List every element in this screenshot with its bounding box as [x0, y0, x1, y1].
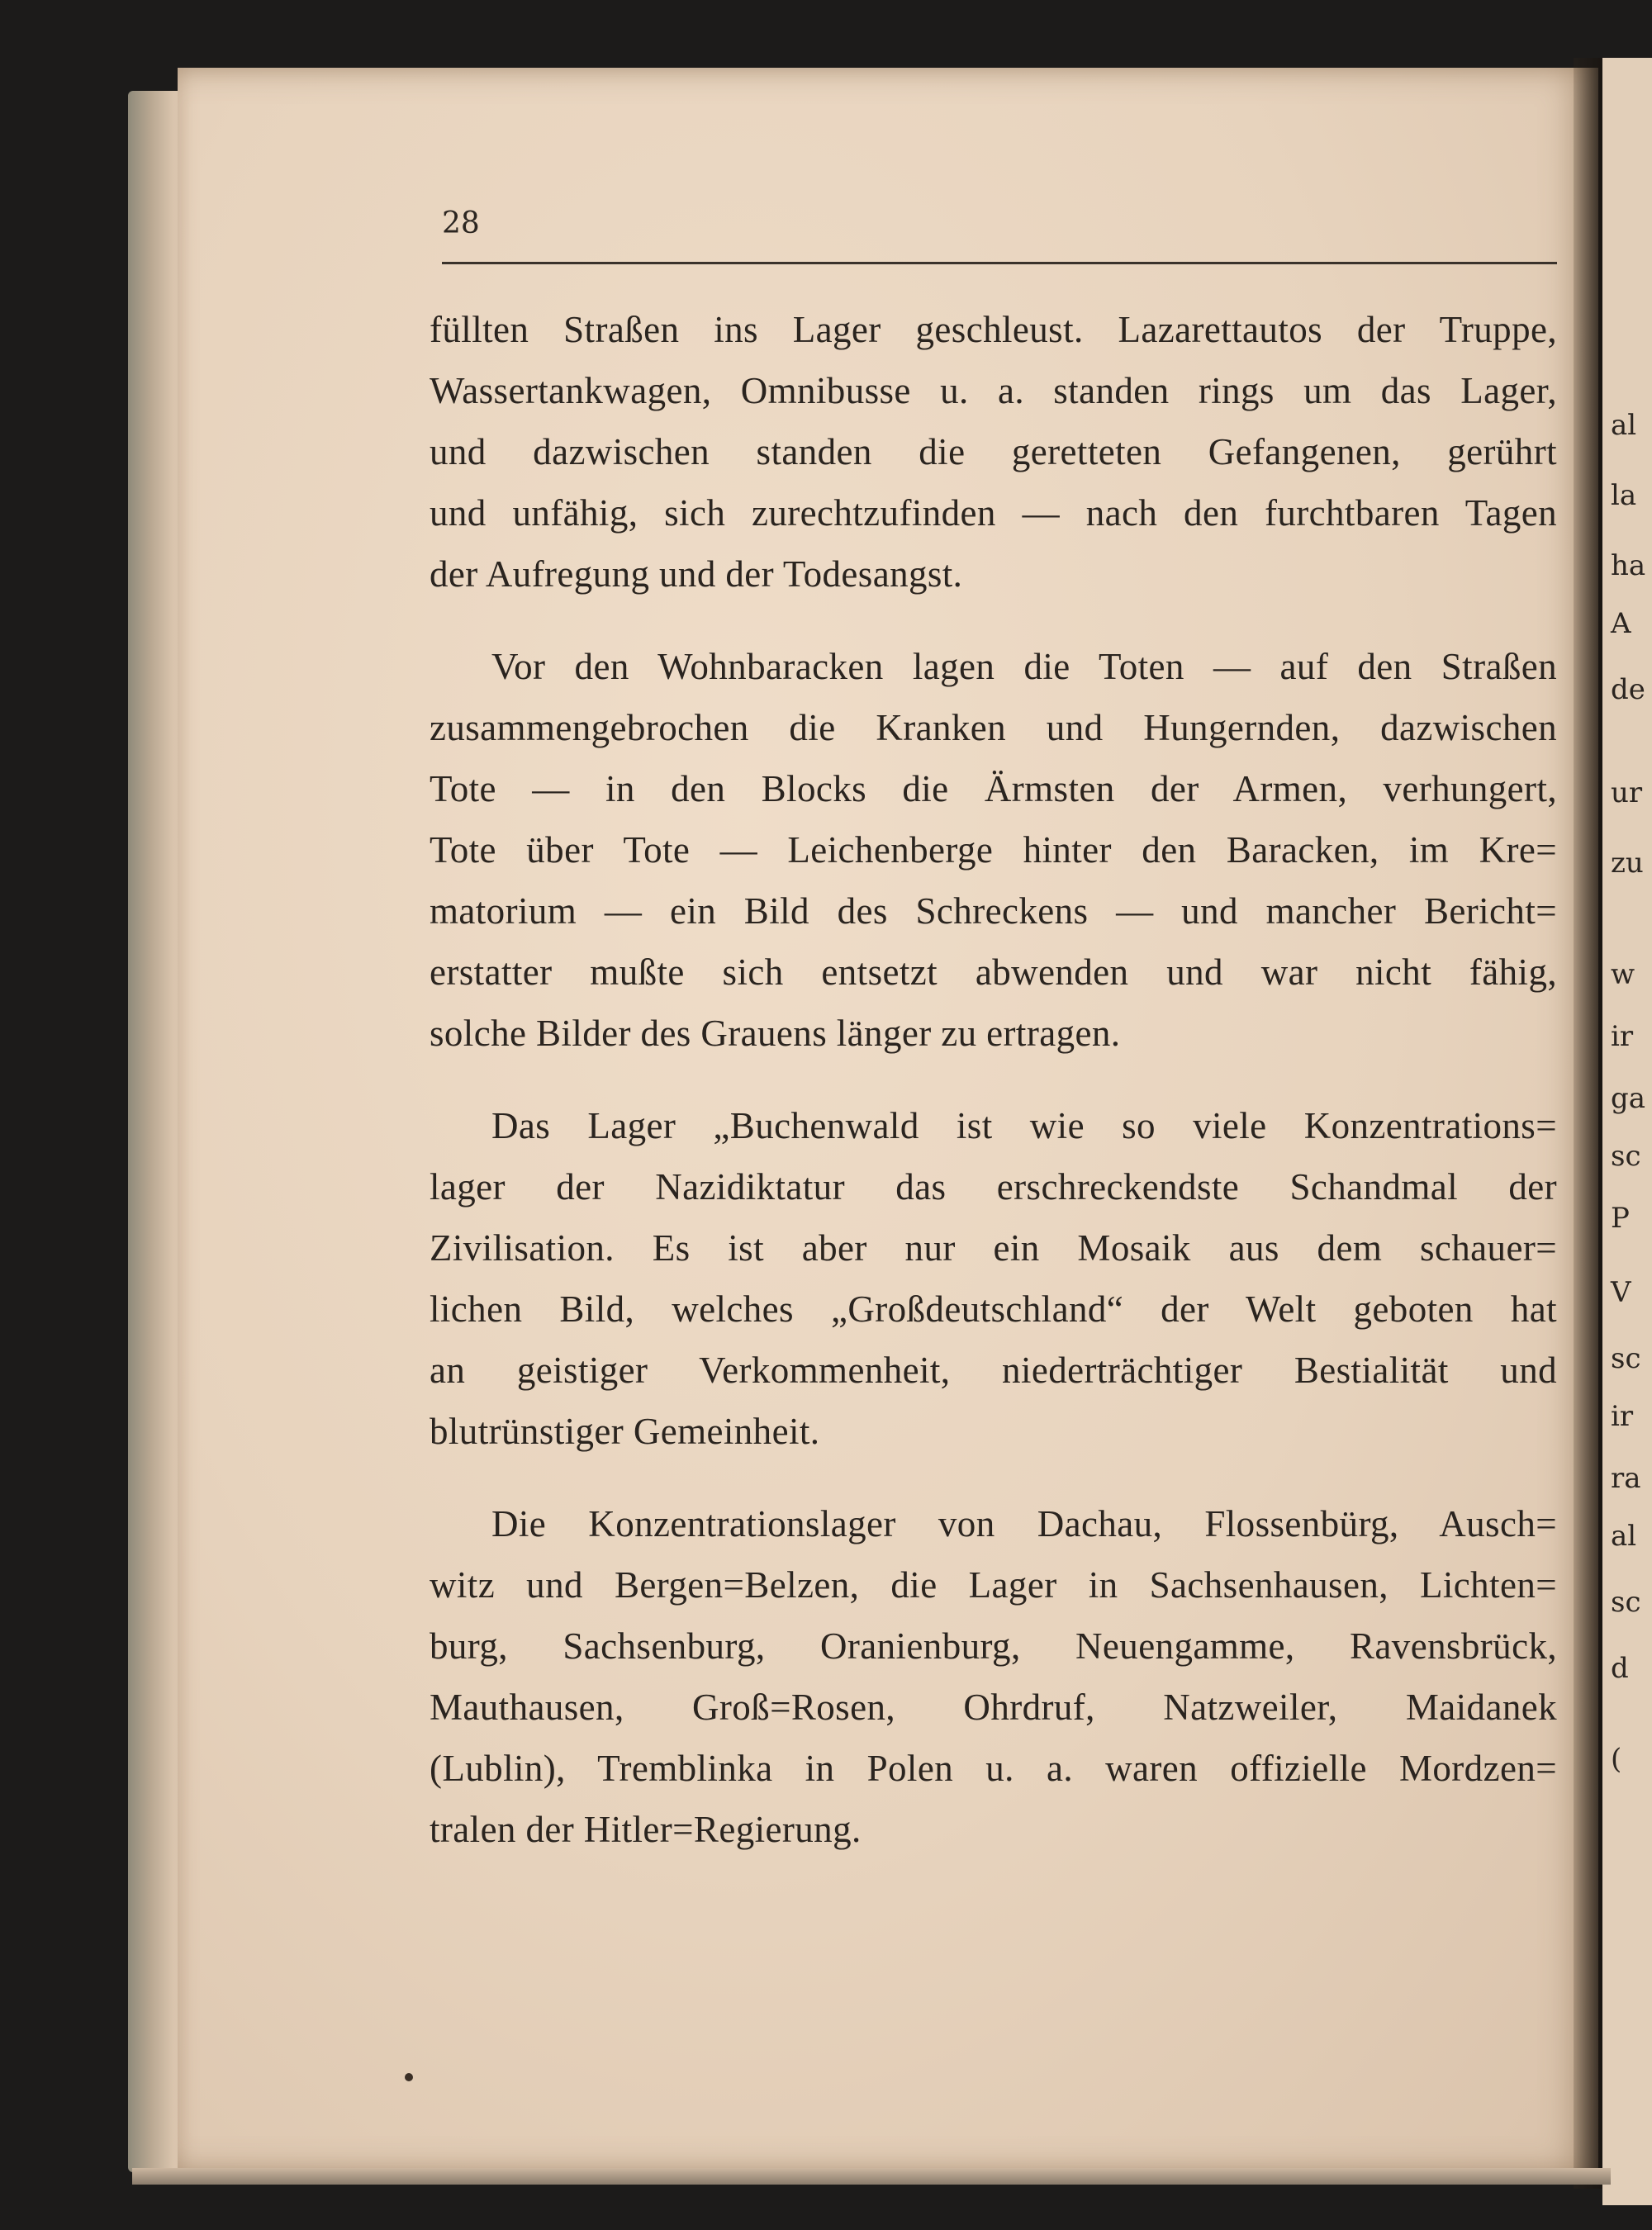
facing-page-fragment: ur — [1611, 776, 1643, 809]
text-line: Zivilisation. Es ist aber nur ein Mosaik aus dem schauer= — [430, 1227, 1557, 1269]
book-gutter — [1574, 58, 1607, 2189]
text-line: und dazwischen standen die geretteten Gefangenen, gerührt — [430, 431, 1557, 472]
facing-page-fragment: ga — [1611, 1082, 1646, 1115]
text-line: der Aufregung und der Todesangst. — [430, 553, 963, 595]
facing-page-fragment: V — [1611, 1276, 1631, 1309]
text-line: erstatter mußte sich entsetzt abwenden und war nicht fähig, — [430, 951, 1557, 993]
page-number: 28 — [442, 206, 480, 240]
facing-page-fragment: ra — [1611, 1462, 1641, 1495]
facing-page-fragment: sc — [1611, 1140, 1641, 1173]
facing-page-fragment: sc — [1611, 1342, 1641, 1375]
text-line: Mauthausen, Groß=Rosen, Ohrdruf, Natzweiler, Maidanek — [430, 1687, 1557, 1728]
paragraph — [430, 299, 1557, 605]
facing-page-fragment: A — [1611, 607, 1631, 640]
text-line: matorium — ein Bild des Schreckens — und mancher Bericht= — [430, 890, 1557, 932]
text-line: tralen der Hitler=Regierung. — [430, 1809, 862, 1850]
facing-page-edge — [1602, 58, 1652, 2205]
text-line: Die Konzentrationslager von Dachau, Flossenbürg, Ausch= — [491, 1503, 1557, 1544]
text-line: und unfähig, sich zurechtzufinden — nach den furchtbaren Tagen — [430, 492, 1557, 534]
facing-page-fragment: ( — [1611, 1743, 1622, 1776]
text-line: Tote über Tote — Leichenberge hinter den Baracken, im Kre= — [430, 829, 1557, 871]
text-line: lichen Bild, welches „Großdeutschland“ der Welt geboten hat — [430, 1288, 1557, 1330]
facing-page-fragment: ir — [1611, 1020, 1634, 1053]
text-line: Vor den Wohnbaracken lagen die Toten — auf den Straßen — [491, 646, 1557, 687]
text-line: Das Lager „Buchenwald ist wie so viele Konzentrations= — [491, 1105, 1557, 1146]
facing-page-fragment: al — [1611, 409, 1637, 442]
paragraph — [430, 1095, 1557, 1462]
facing-page-fragment: ha — [1611, 549, 1646, 582]
text-line: (Lublin), Tremblinka in Polen u. a. waren offizielle Mordzen= — [430, 1748, 1557, 1789]
text-line: witz und Bergen=Belzen, die Lager in Sachsenhausen, Lichten= — [430, 1564, 1557, 1606]
ink-speck — [405, 2073, 413, 2081]
facing-page-fragment: zu — [1611, 847, 1644, 880]
text-line: füllten Straßen ins Lager geschleust. Lazarettautos der Truppe, — [430, 309, 1557, 350]
facing-page-fragment: d — [1611, 1652, 1629, 1685]
facing-page-fragment: al — [1611, 1520, 1637, 1553]
facing-page-fragment: ir — [1611, 1400, 1634, 1433]
text-line: lager der Nazidiktatur das erschreckendste Schandmal der — [430, 1166, 1557, 1208]
text-line: an geistiger Verkommenheit, niederträchtiger Bestialität und — [430, 1350, 1557, 1391]
text-line: burg, Sachsenburg, Oranienburg, Neuengamme, Ravensbrück, — [430, 1625, 1557, 1667]
facing-page-fragment: w — [1611, 958, 1635, 991]
text-line: blutrünstiger Gemeinheit. — [430, 1411, 820, 1452]
paragraph — [430, 636, 1557, 1064]
body-text — [430, 299, 1557, 1891]
header-rule — [442, 262, 1557, 264]
facing-page-fragment: de — [1611, 673, 1645, 706]
text-line: Tote — in den Blocks die Ärmsten der Armen, verhungert, — [430, 768, 1557, 809]
text-line: solche Bilder des Grauens länger zu ertragen. — [430, 1013, 1121, 1054]
text-line: Wassertankwagen, Omnibusse u. a. standen rings um das Lager, — [430, 370, 1557, 411]
facing-page-fragment: P — [1611, 1202, 1630, 1235]
facing-page-fragment: sc — [1611, 1586, 1641, 1619]
facing-page-fragment: la — [1611, 479, 1637, 512]
page-bottom-edge — [132, 2168, 1611, 2185]
text-line: zusammengebrochen die Kranken und Hungernden, dazwischen — [430, 707, 1557, 748]
paragraph — [430, 1493, 1557, 1860]
